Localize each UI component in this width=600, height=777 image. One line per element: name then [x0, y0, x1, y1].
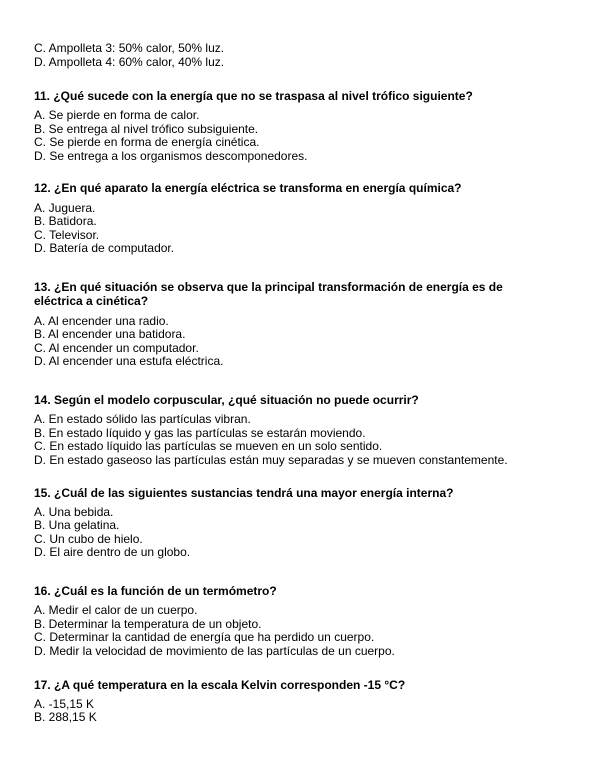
question-12: 12. ¿En qué aparato la energía eléctrica se transforma en energía química?: [34, 181, 462, 195]
option-b: B. En estado líquido y gas las partículas se estarán moviendo.: [34, 426, 366, 440]
option-c: C. Determinar la cantidad de energía que ha perdido un cuerpo.: [34, 630, 375, 644]
option-a: A. Medir el calor de un cuerpo.: [34, 603, 198, 617]
option-b: B. Se entrega al nivel trófico subsiguiente.: [34, 122, 259, 136]
option-c: C. Ampolleta 3: 50% calor, 50% luz.: [34, 41, 225, 55]
option-b: B. Determinar la temperatura de un objeto.: [34, 617, 262, 631]
option-d: D. Medir la velocidad de movimiento de las partículas de un cuerpo.: [34, 644, 395, 658]
option-a: A. Al encender una radio.: [34, 314, 169, 328]
question-17: 17. ¿A qué temperatura en la escala Kelvin corresponden -15 °C?: [34, 678, 406, 692]
option-a: A. -15,15 K: [34, 697, 95, 711]
option-b: B. Batidora.: [34, 214, 97, 228]
option-b: B. 288,15 K: [34, 710, 97, 724]
option-c: C. En estado líquido las partículas se mueven en un solo sentido.: [34, 439, 383, 453]
question-16: 16. ¿Cuál es la función de un termómetro?: [34, 584, 277, 598]
option-c: C. Se pierde en forma de energía cinética.: [34, 135, 260, 149]
option-a: A. En estado sólido las partículas vibran.: [34, 412, 251, 426]
option-b: B. Una gelatina.: [34, 518, 120, 532]
question-15: 15. ¿Cuál de las siguientes sustancias tendrá una mayor energía interna?: [34, 486, 454, 500]
question-13: 13. ¿En qué situación se observa que la principal transformación de energía es de eléctrica a cinética?: [34, 280, 503, 308]
option-d: D. Se entrega a los organismos descomponedores.: [34, 149, 308, 163]
option-a: A. Se pierde en forma de calor.: [34, 108, 200, 122]
option-d: D. Al encender una estufa eléctrica.: [34, 354, 224, 368]
option-a: A. Juguera.: [34, 201, 96, 215]
option-c: C. Televisor.: [34, 228, 100, 242]
option-b: B. Al encender una batidora.: [34, 327, 186, 341]
option-a: A. Una bebida.: [34, 505, 114, 519]
option-d: D. Batería de computador.: [34, 241, 175, 255]
option-c: C. Un cubo de hielo.: [34, 532, 143, 546]
option-c: C. Al encender un computador.: [34, 341, 199, 355]
question-14: 14. Según el modelo corpuscular, ¿qué situación no puede ocurrir?: [34, 393, 419, 407]
option-d: D. El aire dentro de un globo.: [34, 545, 191, 559]
option-d: D. En estado gaseoso las partículas están muy separadas y se mueven constantemente.: [34, 453, 508, 467]
question-11: 11. ¿Qué sucede con la energía que no se traspasa al nivel trófico siguiente?: [34, 89, 473, 103]
option-d: D. Ampolleta 4: 60% calor, 40% luz.: [34, 55, 225, 69]
